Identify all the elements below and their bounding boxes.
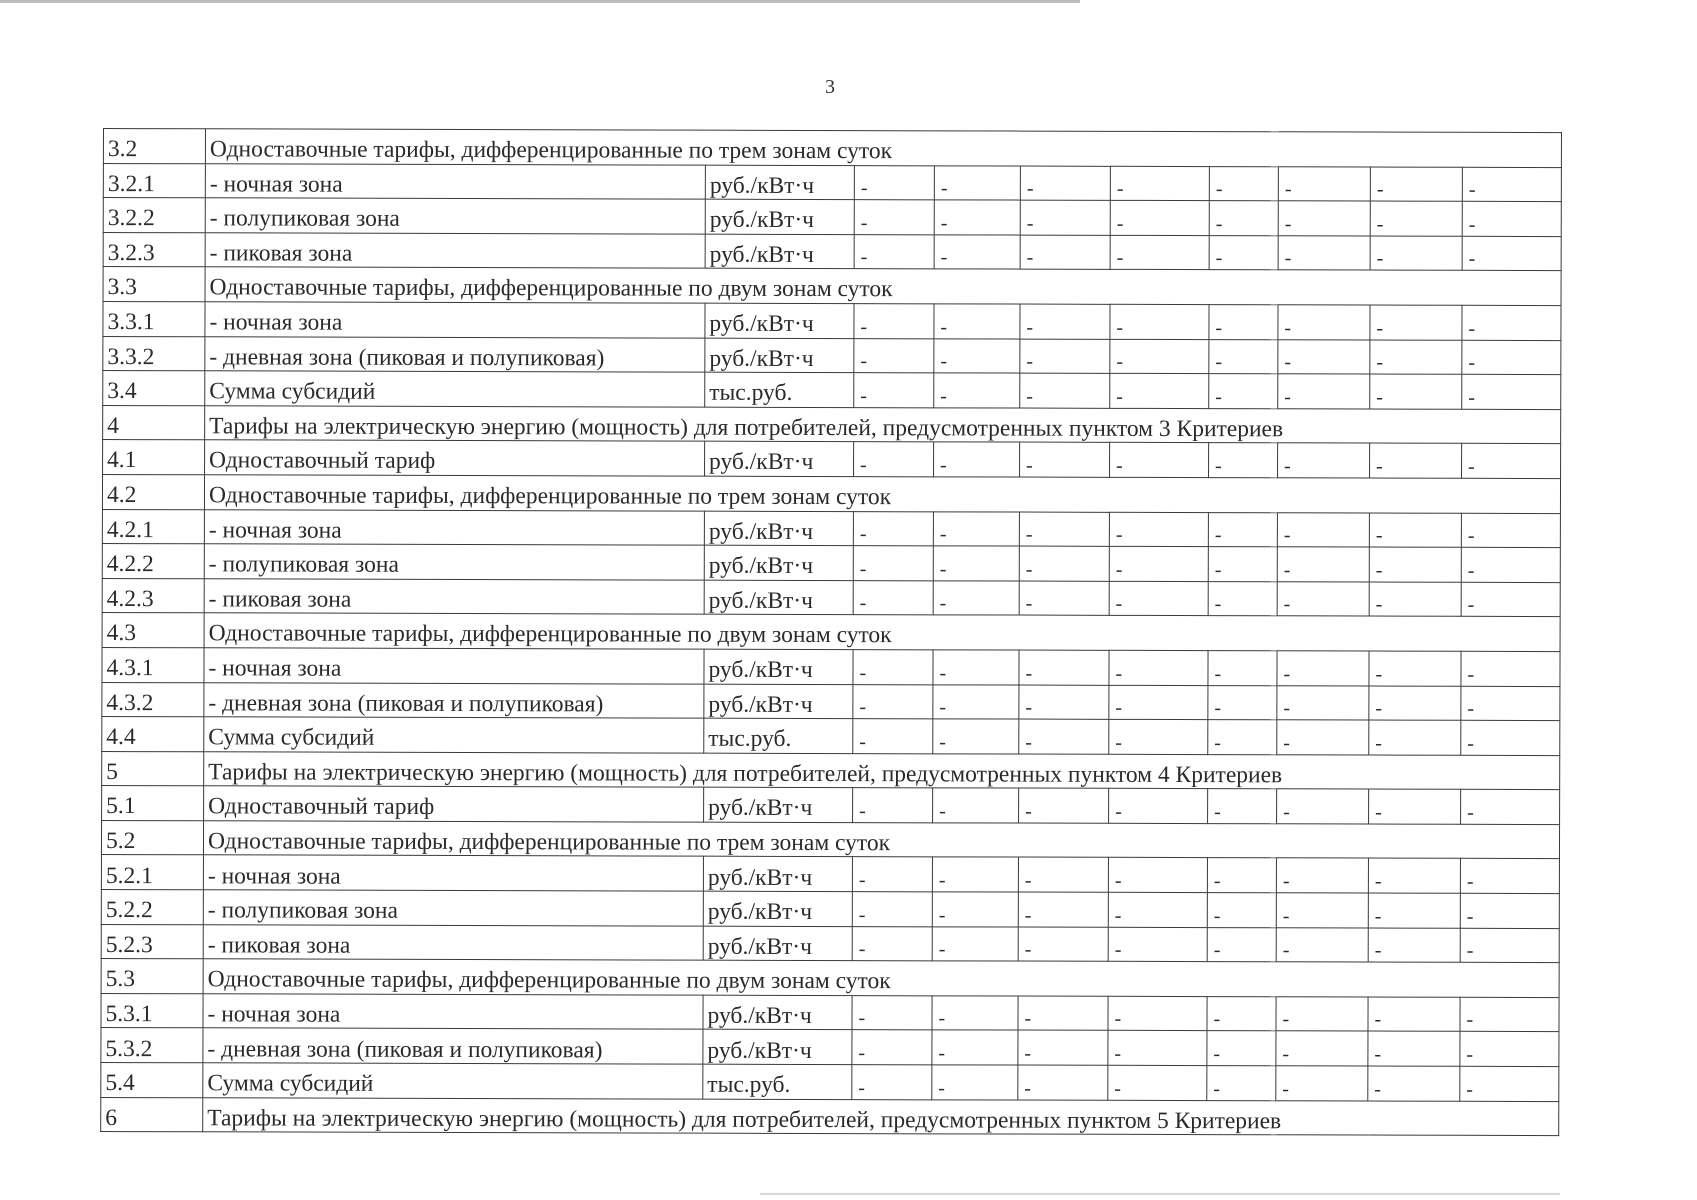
value-cell: -	[1369, 513, 1461, 548]
value-cell: -	[1368, 859, 1460, 894]
value-cell: -	[1019, 719, 1109, 754]
value-cell: -	[1460, 893, 1559, 928]
unit-cell: руб./кВт·ч	[703, 1030, 852, 1065]
unit-cell: руб./кВт·ч	[705, 442, 854, 477]
unit-cell: руб./кВт·ч	[704, 511, 853, 546]
value-cell: -	[934, 165, 1020, 200]
value-cell: -	[1109, 650, 1208, 685]
value-cell: -	[1109, 581, 1208, 616]
value-cell: -	[854, 442, 934, 477]
row-number: 4.4	[102, 717, 204, 752]
value-cell: -	[1276, 1031, 1368, 1066]
value-cell: -	[1462, 340, 1561, 375]
value-cell: -	[1277, 512, 1369, 547]
value-cell: -	[1020, 166, 1110, 201]
value-cell: -	[933, 511, 1019, 546]
value-cell: -	[1020, 304, 1110, 339]
value-cell: -	[1462, 374, 1561, 409]
value-cell: -	[1209, 305, 1278, 340]
value-cell: -	[1462, 201, 1561, 236]
value-cell: -	[852, 926, 932, 961]
value-cell: -	[853, 684, 933, 719]
value-cell: -	[1370, 305, 1462, 340]
value-cell: -	[1018, 858, 1108, 893]
value-cell: -	[1110, 201, 1209, 236]
value-cell: -	[1460, 928, 1559, 963]
value-cell: -	[852, 892, 932, 927]
value-cell: -	[1207, 927, 1276, 962]
table-row	[102, 647, 1560, 686]
value-cell: -	[852, 857, 932, 892]
unit-cell: руб./кВт·ч	[703, 995, 852, 1030]
value-cell: -	[1461, 651, 1560, 686]
row-number: 5.3	[101, 959, 203, 994]
value-cell: -	[933, 719, 1019, 754]
value-cell: -	[1462, 167, 1561, 202]
value-cell: -	[1276, 927, 1368, 962]
unit-cell: руб./кВт·ч	[704, 787, 853, 822]
value-cell: -	[1461, 547, 1560, 582]
table-row	[102, 578, 1560, 617]
value-cell: -	[932, 857, 1018, 892]
table-row	[103, 371, 1561, 410]
value-cell: -	[1208, 685, 1277, 720]
row-label: Сумма субсидий	[203, 1063, 703, 1099]
value-cell: -	[853, 546, 933, 581]
table-body	[101, 129, 1562, 1136]
unit-cell: руб./кВт·ч	[704, 684, 853, 719]
row-label: - пиковая зона	[203, 924, 703, 960]
value-cell: -	[933, 581, 1019, 616]
unit-cell: руб./кВт·ч	[705, 234, 854, 269]
value-cell: -	[1370, 340, 1462, 375]
row-label: - полупиковая зона	[204, 544, 704, 580]
value-cell: -	[853, 719, 933, 754]
row-label: Сумма субсидий	[204, 717, 704, 753]
value-cell: -	[934, 200, 1020, 235]
row-number: 4.1	[103, 440, 205, 475]
row-number: 5.4	[101, 1063, 203, 1098]
value-cell: -	[854, 373, 934, 408]
value-cell: -	[853, 650, 933, 685]
table-row	[101, 924, 1559, 963]
value-cell: -	[1108, 927, 1207, 962]
section-row	[101, 1097, 1559, 1136]
value-cell: -	[1018, 927, 1108, 962]
value-cell: -	[1108, 996, 1207, 1031]
value-cell: -	[1108, 892, 1207, 927]
table-row	[103, 301, 1561, 340]
table-row	[103, 232, 1561, 271]
value-cell: -	[1462, 236, 1561, 271]
table-row	[102, 682, 1560, 721]
value-cell: -	[1109, 789, 1208, 824]
section-title: Одноставочные тарифы, дифференцированные по трем зонам суток	[203, 821, 1559, 859]
value-cell: -	[1110, 235, 1209, 270]
row-number: 3.4	[103, 371, 205, 406]
unit-cell: руб./кВт·ч	[703, 857, 852, 892]
row-number: 3.2.2	[103, 198, 205, 233]
unit-cell: тыс.руб.	[704, 718, 853, 753]
value-cell: -	[1109, 685, 1208, 720]
section-row	[103, 405, 1561, 444]
value-cell: -	[854, 304, 934, 339]
row-number: 5.2	[101, 820, 203, 855]
value-cell: -	[854, 165, 934, 200]
row-number: 3.3.2	[103, 336, 205, 371]
row-label: - пиковая зона	[205, 233, 705, 269]
value-cell: -	[1368, 1031, 1460, 1066]
row-number: 4.2.2	[102, 544, 204, 579]
tariff-table	[100, 128, 1562, 1136]
unit-cell: руб./кВт·ч	[703, 926, 852, 961]
value-cell: -	[1020, 442, 1110, 477]
value-cell: -	[1369, 651, 1461, 686]
row-number: 4.2.1	[102, 509, 204, 544]
value-cell: -	[1369, 789, 1461, 824]
value-cell: -	[1208, 789, 1277, 824]
value-cell: -	[1019, 581, 1109, 616]
value-cell: -	[1019, 685, 1109, 720]
row-number: 3.3	[103, 267, 205, 302]
unit-cell: руб./кВт·ч	[705, 199, 854, 234]
value-cell: -	[1018, 892, 1108, 927]
value-cell: -	[1020, 373, 1110, 408]
value-cell: -	[1207, 858, 1276, 893]
table-row	[101, 890, 1559, 929]
scan-bottom-edge	[760, 1193, 1560, 1195]
value-cell: -	[1019, 512, 1109, 547]
value-cell: -	[932, 1065, 1018, 1100]
page-number: 3	[825, 76, 835, 98]
value-cell: -	[1276, 858, 1368, 893]
value-cell: -	[1368, 928, 1460, 963]
row-number: 3.2.1	[103, 163, 205, 198]
value-cell: -	[852, 1065, 932, 1100]
row-label: - дневная зона (пиковая и полупиковая)	[205, 336, 705, 372]
value-cell: -	[932, 1030, 1018, 1065]
row-number: 5.1	[102, 786, 204, 821]
row-number: 4.3.1	[102, 647, 204, 682]
value-cell: -	[1207, 996, 1276, 1031]
section-row	[102, 613, 1560, 652]
row-label: - пиковая зона	[204, 579, 704, 615]
row-number: 5.3.2	[101, 1028, 203, 1063]
row-number: 4.2	[102, 474, 204, 509]
value-cell: -	[854, 234, 934, 269]
row-label: - полупиковая зона	[203, 890, 703, 926]
value-cell: -	[934, 373, 1020, 408]
unit-cell: руб./кВт·ч	[703, 891, 852, 926]
row-label: - полупиковая зона	[205, 198, 705, 234]
value-cell: -	[1277, 547, 1369, 582]
value-cell: -	[1109, 512, 1208, 547]
row-label: - ночная зона	[204, 509, 704, 545]
table-row	[103, 198, 1561, 237]
value-cell: -	[1019, 788, 1109, 823]
value-cell: -	[1110, 339, 1209, 374]
row-label: - ночная зона	[203, 855, 703, 891]
value-cell: -	[852, 1030, 932, 1065]
table-row	[102, 509, 1560, 548]
value-cell: -	[1276, 893, 1368, 928]
unit-cell: тыс.руб.	[705, 372, 854, 407]
value-cell: -	[1369, 686, 1461, 721]
value-cell: -	[1277, 581, 1369, 616]
section-row	[103, 267, 1561, 306]
value-cell: -	[1462, 444, 1561, 479]
value-cell: -	[1369, 720, 1461, 755]
row-label: - ночная зона	[203, 994, 703, 1030]
value-cell: -	[854, 200, 934, 235]
row-number: 3.2	[103, 129, 205, 164]
value-cell: -	[1110, 443, 1209, 478]
value-cell: -	[853, 580, 933, 615]
value-cell: -	[1370, 374, 1462, 409]
section-row	[102, 474, 1560, 513]
value-cell: -	[1209, 201, 1278, 236]
value-cell: -	[1208, 547, 1277, 582]
section-title: Одноставочные тарифы, дифференцированные по трем зонам суток	[204, 475, 1560, 513]
value-cell: -	[1277, 720, 1369, 755]
value-cell: -	[1019, 650, 1109, 685]
value-cell: -	[1460, 1066, 1559, 1101]
value-cell: -	[1368, 1066, 1460, 1101]
value-cell: -	[1278, 339, 1370, 374]
value-cell: -	[1277, 789, 1369, 824]
value-cell: -	[1208, 512, 1277, 547]
value-cell: -	[1018, 996, 1108, 1031]
section-row	[101, 820, 1559, 859]
value-cell: -	[933, 684, 1019, 719]
value-cell: -	[1276, 997, 1368, 1032]
value-cell: -	[1461, 790, 1560, 825]
value-cell: -	[932, 996, 1018, 1031]
value-cell: -	[932, 926, 1018, 961]
value-cell: -	[1110, 304, 1209, 339]
row-label: - дневная зона (пиковая и полупиковая)	[203, 1028, 703, 1064]
section-title: Одноставочные тарифы, дифференцированные по двум зонам суток	[203, 959, 1559, 997]
section-row	[102, 751, 1560, 790]
row-number: 3.2.3	[103, 232, 205, 267]
value-cell: -	[1207, 893, 1276, 928]
value-cell: -	[1208, 581, 1277, 616]
value-cell: -	[1208, 720, 1277, 755]
row-number: 5.3.1	[101, 993, 203, 1028]
value-cell: -	[1020, 235, 1110, 270]
value-cell: -	[934, 338, 1020, 373]
value-cell: -	[1108, 1031, 1207, 1066]
value-cell: -	[1277, 651, 1369, 686]
value-cell: -	[1108, 858, 1207, 893]
table-row	[102, 544, 1560, 583]
value-cell: -	[1018, 1030, 1108, 1065]
value-cell: -	[853, 788, 933, 823]
value-cell: -	[932, 892, 1018, 927]
value-cell: -	[1209, 374, 1278, 409]
row-label: Одноставочный тариф	[205, 440, 705, 476]
value-cell: -	[1369, 547, 1461, 582]
row-label: - ночная зона	[205, 163, 705, 199]
section-title: Одноставочные тарифы, дифференцированные по двум зонам суток	[204, 613, 1560, 651]
value-cell: -	[852, 995, 932, 1030]
row-label: - ночная зона	[205, 302, 705, 338]
row-number: 3.3.1	[103, 301, 205, 336]
row-number: 6	[101, 1097, 203, 1132]
unit-cell: руб./кВт·ч	[705, 303, 854, 338]
value-cell: -	[1208, 650, 1277, 685]
value-cell: -	[1460, 859, 1559, 894]
section-title: Тарифы на электрическую энергию (мощность) для потребителей, предусмотренных пунктом 4 Критериев	[204, 751, 1560, 789]
section-title: Тарифы на электрическую энергию (мощность) для потребителей, предусмотренных пунктом 3 Критериев	[205, 406, 1561, 444]
row-number: 4.3	[102, 613, 204, 648]
value-cell: -	[933, 546, 1019, 581]
value-cell: -	[1368, 997, 1460, 1032]
table-row	[101, 1063, 1559, 1102]
value-cell: -	[1461, 513, 1560, 548]
value-cell: -	[934, 304, 1020, 339]
value-cell: -	[1461, 720, 1560, 755]
value-cell: -	[1278, 443, 1370, 478]
value-cell: -	[1370, 201, 1462, 236]
value-cell: -	[1207, 1031, 1276, 1066]
row-number: 5.2.1	[101, 855, 203, 890]
row-number: 4.2.3	[102, 578, 204, 613]
value-cell: -	[1209, 443, 1278, 478]
value-cell: -	[1368, 893, 1460, 928]
unit-cell: руб./кВт·ч	[705, 338, 854, 373]
row-number: 5.2.3	[101, 924, 203, 959]
unit-cell: руб./кВт·ч	[705, 165, 854, 200]
value-cell: -	[1276, 1066, 1368, 1101]
value-cell: -	[933, 788, 1019, 823]
value-cell: -	[1207, 1066, 1276, 1101]
row-label: Сумма субсидий	[205, 371, 705, 407]
value-cell: -	[1461, 582, 1560, 617]
table-row	[103, 336, 1561, 375]
row-number: 5.2.2	[101, 890, 203, 925]
value-cell: -	[1370, 236, 1462, 271]
unit-cell: руб./кВт·ч	[704, 580, 853, 615]
value-cell: -	[1277, 685, 1369, 720]
value-cell: -	[1018, 1065, 1108, 1100]
table-row	[103, 440, 1561, 479]
value-cell: -	[854, 338, 934, 373]
section-row	[103, 129, 1561, 168]
value-cell: -	[1461, 686, 1560, 721]
value-cell: -	[1110, 373, 1209, 408]
section-title: Одноставочные тарифы, дифференцированные по трем зонам суток	[205, 129, 1561, 167]
table-row	[101, 993, 1559, 1032]
unit-cell: руб./кВт·ч	[704, 649, 853, 684]
value-cell: -	[1110, 166, 1209, 201]
row-label: - ночная зона	[204, 648, 704, 684]
row-number: 5	[102, 751, 204, 786]
value-cell: -	[1209, 235, 1278, 270]
value-cell: -	[853, 511, 933, 546]
value-cell: -	[1109, 546, 1208, 581]
value-cell: -	[1209, 339, 1278, 374]
section-row	[101, 959, 1559, 998]
table-row	[103, 163, 1561, 202]
value-cell: -	[933, 650, 1019, 685]
value-cell: -	[1370, 167, 1462, 202]
value-cell: -	[1019, 546, 1109, 581]
table-row	[102, 717, 1560, 756]
value-cell: -	[1020, 339, 1110, 374]
value-cell: -	[1108, 1065, 1207, 1100]
value-cell: -	[1370, 443, 1462, 478]
value-cell: -	[1278, 374, 1370, 409]
value-cell: -	[1460, 997, 1559, 1032]
value-cell: -	[1109, 719, 1208, 754]
table-row	[102, 786, 1560, 825]
section-title: Одноставочные тарифы, дифференцированные по двум зонам суток	[205, 267, 1561, 305]
unit-cell: тыс.руб.	[703, 1064, 852, 1099]
value-cell: -	[1278, 201, 1370, 236]
value-cell: -	[1020, 200, 1110, 235]
table-row	[101, 1028, 1559, 1067]
value-cell: -	[1278, 236, 1370, 271]
section-title: Тарифы на электрическую энергию (мощность) для потребителей, предусмотренных пунктом 5 Критериев	[203, 1097, 1559, 1135]
value-cell: -	[1209, 166, 1278, 201]
row-number: 4.3.2	[102, 682, 204, 717]
row-label: Одноставочный тариф	[204, 786, 704, 822]
value-cell: -	[934, 442, 1020, 477]
value-cell: -	[1278, 166, 1370, 201]
unit-cell: руб./кВт·ч	[704, 545, 853, 580]
value-cell: -	[1462, 305, 1561, 340]
value-cell: -	[1460, 1032, 1559, 1067]
row-label: - дневная зона (пиковая и полупиковая)	[204, 682, 704, 718]
value-cell: -	[1278, 305, 1370, 340]
table-row	[101, 855, 1559, 894]
value-cell: -	[1369, 582, 1461, 617]
value-cell: -	[934, 235, 1020, 270]
scan-top-edge	[0, 0, 1080, 3]
row-number: 4	[103, 405, 205, 440]
